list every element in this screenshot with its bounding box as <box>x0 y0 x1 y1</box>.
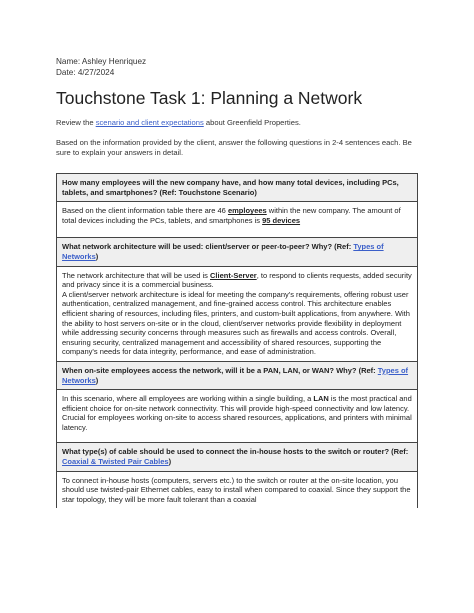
answer-2 <box>56 267 418 362</box>
question-4-text <box>62 447 412 466</box>
answer-4 <box>56 472 418 509</box>
answer-2-before: The network architecture that will be used is <box>62 270 210 280</box>
qa-table <box>56 173 418 508</box>
review-paragraph <box>56 118 416 128</box>
spacer <box>62 432 412 438</box>
question-2-main: What network architecture will be used: client/server or peer-to-peer? Why? (Ref: <box>62 242 354 252</box>
types-of-networks-link-2[interactable]: Types of Networks <box>62 365 409 385</box>
question-1-text: How many employees will the new company have, and how many total devices, including PCs, tablets, and smartphones? (Ref: Touchstone Scenario) <box>62 178 399 197</box>
answer-1 <box>56 202 418 238</box>
answer-1-middle: within the new company. The amount of total devices including the PCs, tablets, and smartphones is <box>62 206 401 225</box>
answer-3-lan: LAN <box>313 394 329 404</box>
question-3-close: ) <box>95 375 99 385</box>
question-4-main: What type(s) of cable should be used to connect the in-house hosts to the switch or router? (Ref: <box>62 447 409 457</box>
student-name: Name: Ashley Henriquez <box>56 57 147 66</box>
answer-2-architecture: Client-Server <box>210 270 257 280</box>
question-4 <box>56 443 418 471</box>
answer-2-after: , to respond to clients requests, added security and privacy since it is a commercial business. <box>62 270 412 290</box>
answer-3-after: is the most practical and efficient choice for on-site network connectivity. This will provide high-speed connectivity and low latency. Crucial for employees working on-site to access shared resources, applications, and printers with minimal latency. <box>62 394 412 432</box>
types-of-networks-link[interactable]: Types of Networks <box>62 242 384 261</box>
answer-3-before: In this scenario, where all employees are working within a single building, a <box>62 394 314 404</box>
question-3-text <box>62 366 412 385</box>
review-text-after: about Greenfield Properties. <box>203 118 301 127</box>
submission-date: Date: 4/27/2024 <box>56 68 115 77</box>
answer-1-text <box>62 206 412 225</box>
cables-link[interactable]: Coaxial & Twisted Pair Cables <box>62 457 169 467</box>
answer-1-before: Based on the client information table there are 46 <box>62 206 228 216</box>
question-3 <box>56 362 418 390</box>
answer-1-devices: 95 devices <box>262 215 301 225</box>
instructions-paragraph: Based on the information provided by the client, answer the following questions in 2-4 sentences each. Be sure to explain your answers in detail. <box>56 138 412 158</box>
answer-3 <box>56 390 418 443</box>
answer-4-text: To connect in-house hosts (computers, servers etc.) to the switch or router at the on-site location, you should use twisted-pair Ethernet cables, easy to install when compared to coaxial. Since they support the star topology, they will be more fault tolerant than a coaxial <box>62 475 411 504</box>
question-4-close: ) <box>168 457 172 467</box>
question-2-close: ) <box>95 251 99 261</box>
answer-2-para-1 <box>62 271 412 290</box>
answer-3-text <box>62 394 412 432</box>
question-3-main: When on-site employees access the network, will it be a PAN, LAN, or WAN? Why? (Ref: <box>62 365 378 375</box>
question-2 <box>56 238 418 266</box>
header-meta <box>56 56 146 78</box>
spacer <box>62 225 412 233</box>
answer-1-employees: employees <box>227 206 267 216</box>
scenario-link[interactable]: scenario and client expectations <box>95 118 204 127</box>
question-1 <box>56 174 418 202</box>
page-title: Touchstone Task 1: Planning a Network <box>56 88 363 108</box>
review-text-before: Review the <box>56 118 96 127</box>
question-2-text <box>62 242 412 261</box>
intro-section <box>56 118 416 169</box>
answer-2-para-2: A client/server network architecture is ideal for meeting the company's requirements, offering robust user authentication, centralized management, and fine-grained access control. This architecture enables efficient sharing of resources, including files, printers, and custom-built applications, from anywhere. With the ability to host servers on-site or in the cloud, client/server networks provide flexibility in deployment while addressing security concerns through measures such as firewalls and access controls. Overall, ensuring security, centralized management and accessibility of shared resources, supporting the company's needs for data integrity, performance, and ease of administration. <box>62 289 410 357</box>
